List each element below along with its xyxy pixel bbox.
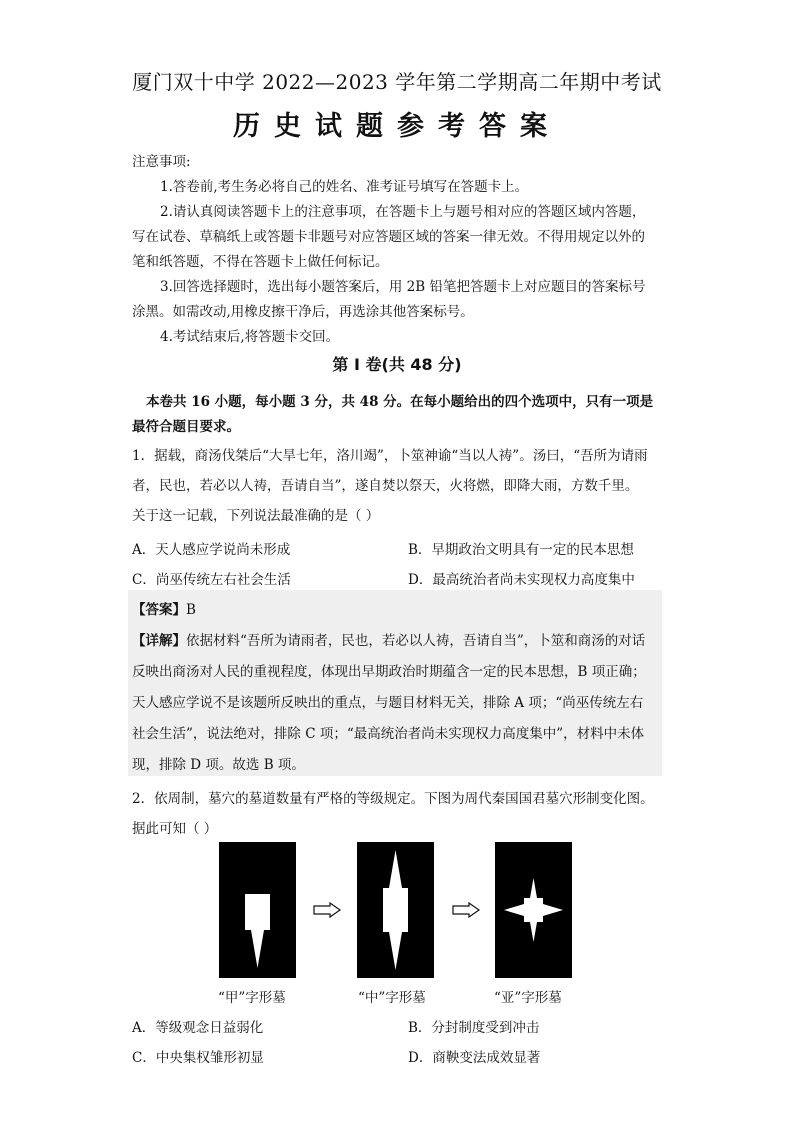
exam-title: 厦门双十中学 2022—2023 学年第二学期高二年期中考试 (132, 70, 662, 94)
tomb-zhong-shape (357, 842, 434, 978)
detail-text: 依据材料“吾所为请雨者，民也，若必以人祷，吾请自当”，卜筮和商汤的对话 (186, 633, 646, 649)
q2-stem-line-1: 2．依周制，墓穴的墓道数量有严格的等级规定。下图为周代秦国国君墓穴形制变化图。 (132, 791, 654, 807)
q1-detail-line-1 (132, 629, 672, 649)
notes-heading: 注意事项: (132, 154, 191, 170)
q1-stem-line-2: 者，民也，若必以人祷，吾请自当”，遂自焚以祭天，火将燃，即降大雨，方数千里。 (132, 478, 639, 494)
answer-label: 【答案】 (132, 602, 186, 618)
document-subtitle: 历史试题参考答案 (233, 111, 561, 142)
q1-detail-line-2: 反映出商汤对人民的重视程度，体现出早期政治时期蕴含一定的民本思想，B 项正确； (132, 664, 646, 680)
section-title: 第 I 卷(共 48 分) (332, 355, 462, 374)
note-3-line-1: 3.回答选择题时，选出每小题答案后，用 2B 铅笔把答题卡上对应题目的答案标号 (160, 279, 646, 295)
q1-detail-line-5: 现，排除 D 项。故选 B 项。 (132, 757, 305, 773)
q1-stem-line-3: 关于这一记载，下列说法最准确的是（ ） (132, 508, 380, 524)
q2-stem-line-2: 据此可知（ ） (132, 821, 218, 837)
note-3-line-2: 涂黑。如需改动,用橡皮擦干净后，再选涂其他答案标号。 (132, 304, 474, 320)
tomb-jia-figure (219, 842, 296, 978)
q1-option-b: B．早期政治文明具有一定的民本思想 (408, 542, 634, 558)
section-intro-line-1: 本卷共 16 小题，每小题 3 分，共 48 分。在每小题给出的四个选项中，只有一项是 (146, 394, 654, 410)
detail-label: 【详解】 (132, 633, 186, 649)
note-2-line-1: 2.请认真阅读答题卡上的注意事项，在答题卡上与题号相对应的答题区域内答题， (160, 204, 646, 220)
arrow-right-icon (452, 902, 480, 918)
q2-option-d: D．商鞅变法成效显著 (408, 1050, 541, 1066)
tomb-zhong-figure (357, 842, 434, 978)
answer-value: B (186, 602, 196, 618)
caption-jia: “甲”字形墓 (218, 990, 286, 1006)
q1-stem-line-1: 1．据载，商汤伐桀后“大旱七年，洛川竭”，卜筮神谕“当以人祷”。汤曰，“吾所为请雨 (132, 448, 648, 464)
q1-option-d: D．最高统治者尚未实现权力高度集中 (408, 572, 635, 588)
q1-answer (132, 598, 672, 618)
q2-option-c: C．中央集权雏形初显 (132, 1050, 264, 1066)
note-1: 1.答卷前,考生务必将自己的姓名、准考证号填写在答题卡上。 (160, 179, 529, 195)
caption-ya: “亚”字形墓 (494, 990, 562, 1006)
q1-option-c: C．尚巫传统左右社会生活 (132, 572, 291, 588)
note-2-line-2: 写在试卷、草稿纸上或答题卡非题号对应答题区域的答案一律无效。不得用规定以外的 (132, 229, 645, 245)
arrow-right-icon (313, 902, 341, 918)
section-intro-line-2: 最符合题目要求。 (132, 419, 240, 435)
note-4: 4.考试结束后,将答题卡交回。 (160, 329, 340, 345)
q1-option-a: A．天人感应学说尚未形成 (132, 542, 291, 558)
tomb-ya-shape (495, 842, 572, 978)
q2-option-a: A．等级观念日益弱化 (132, 1020, 264, 1036)
caption-zhong: “中”字形墓 (358, 990, 426, 1006)
q2-option-b: B．分封制度受到冲击 (408, 1020, 540, 1036)
q1-detail-line-3: 天人感应学说不是该题所反映出的重点，与题目材料无关，排除 A 项；“尚巫传统左右 (132, 695, 644, 711)
note-2-line-3: 笔和纸答题，不得在答题卡上做任何标记。 (132, 254, 389, 270)
tomb-ya-figure (495, 842, 572, 978)
q1-detail-line-4: 社会生活”，说法绝对，排除 C 项；“最高统治者尚未实现权力高度集中”，材料中未体 (132, 726, 645, 742)
tomb-jia-shape (219, 842, 296, 978)
